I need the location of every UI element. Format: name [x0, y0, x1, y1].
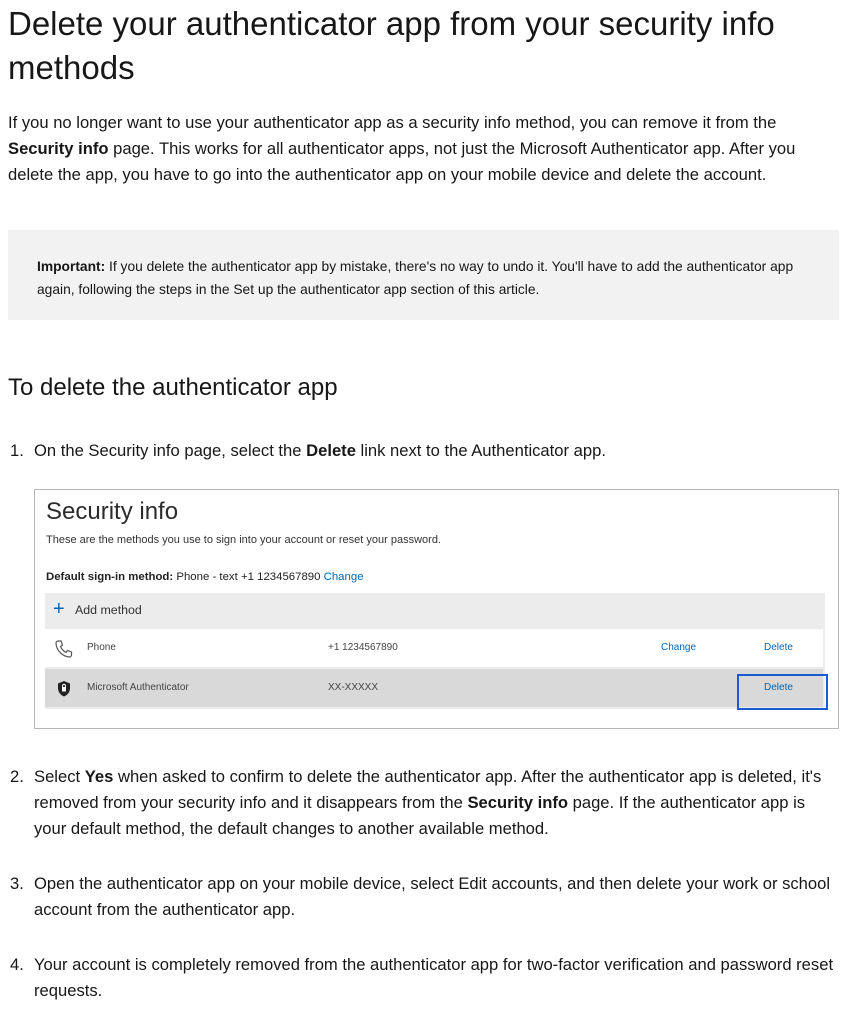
default-label: Default sign-in method:	[46, 571, 174, 583]
methods-list	[45, 593, 825, 709]
add-method-button[interactable]	[45, 593, 825, 627]
delete-link[interactable]: Delete	[764, 682, 793, 693]
change-link[interactable]: Change	[661, 642, 697, 653]
default-signin-method	[46, 571, 364, 583]
phone-icon	[54, 639, 74, 659]
security-info-subtitle: These are the methods you use to sign into your account or reset your password.	[46, 534, 441, 546]
note-label: Important:	[37, 259, 106, 274]
important-note	[8, 230, 839, 320]
section-title: To delete the authenticator app	[8, 374, 338, 401]
step-number: 2.	[10, 767, 24, 786]
method-name: Phone	[87, 642, 116, 653]
delete-highlight-box	[737, 674, 828, 710]
method-value: +1 1234567890	[328, 642, 398, 653]
add-method-label: Add method	[75, 603, 142, 617]
intro-text-1: If you no longer want to use your authenticator app as a security info method, you can remove it from the	[8, 113, 777, 132]
method-value: XX-XXXXX	[328, 682, 379, 693]
step-text: Select Yes when asked to confirm to delete the authenticator app. After the authenticator app is deleted, it's removed from your security info and it disappears from the Security info page. If the authenticator app is your default method, the default changes to another available method.	[34, 767, 822, 838]
intro-paragraph	[8, 110, 838, 188]
default-change-link[interactable]: Change	[323, 571, 364, 583]
method-row-authenticator	[45, 669, 823, 707]
method-name: Microsoft Authenticator	[87, 682, 189, 693]
step-text: Open the authenticator app on your mobile device, select Edit accounts, and then delete your work or school account from the authenticator app.	[34, 874, 831, 919]
method-row-phone	[45, 629, 823, 667]
step-number: 1.	[10, 441, 24, 460]
plus-icon: +	[53, 598, 65, 620]
intro-text-2: page. This works for all authenticator apps, not just the Microsoft Authenticator app. After you delete the app, you have to go into the authenticator app on your mobile device and delete the account.	[8, 139, 796, 184]
step-number: 3.	[10, 874, 24, 893]
step-text: Your account is completely removed from the authenticator app for two-factor verification and password reset requests.	[34, 955, 834, 1000]
note-text: If you delete the authenticator app by mistake, there's no way to undo it. You'll have to add the authenticator app again, following the steps in the Set up the authenticator app section of this article.	[37, 259, 794, 297]
security-info-title: Security info	[46, 498, 179, 525]
default-value: Phone - text +1 1234567890	[173, 571, 324, 583]
lock-icon	[54, 679, 74, 699]
article-title: Delete your authenticator app from your security info methods	[8, 5, 775, 86]
security-info-screenshot	[34, 489, 839, 729]
step-text: On the Security info page, select the Delete link next to the Authenticator app.	[34, 441, 606, 460]
delete-link[interactable]: Delete	[764, 642, 793, 653]
step-number: 4.	[10, 955, 24, 974]
intro-bold: Security info	[8, 139, 109, 158]
